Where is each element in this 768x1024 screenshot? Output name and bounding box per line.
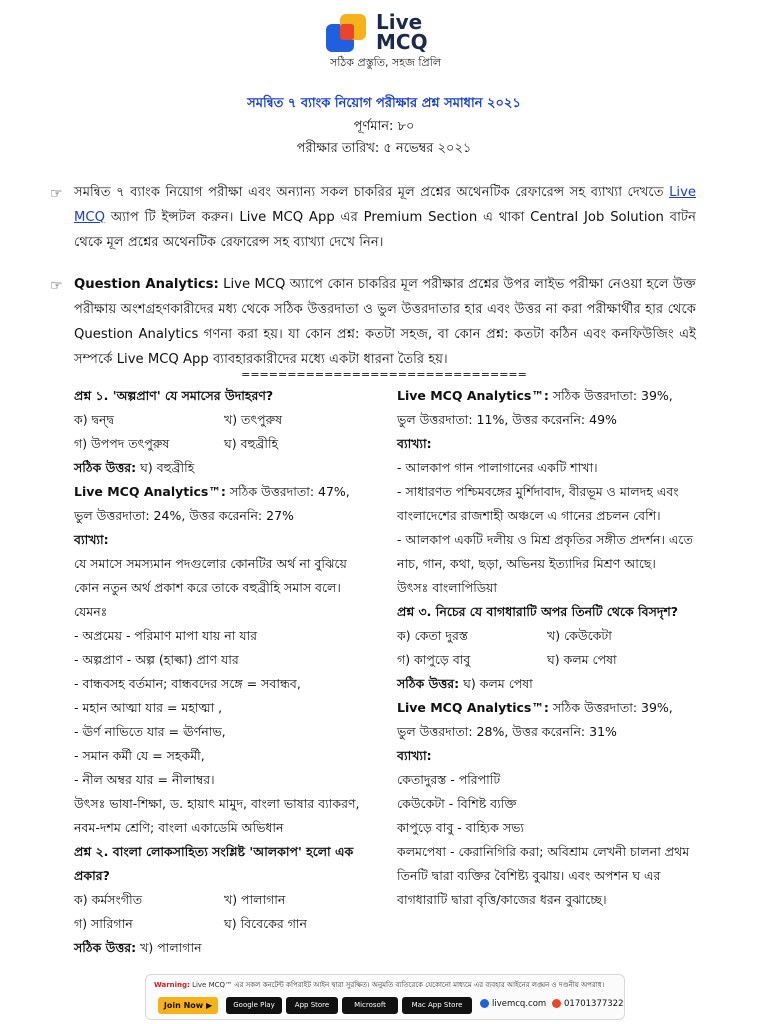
- phone-number[interactable]: 01701377322: [564, 999, 624, 1009]
- q1-example: - অল্পপ্রাণ - অল্প (হাল্কা) প্রাণ যার: [74, 652, 239, 667]
- q1-option-b: খ) তৎপুরুষ: [224, 412, 283, 427]
- right-column: [397, 384, 697, 912]
- q1-source: উৎসঃ ভাষা-শিক্ষা, ড. হায়াৎ মামুদ, বাংলা ভাষার ব্যাকরণ, নবম-দশম শ্রেণি; বাংলা একাডেমি অভিধান: [74, 796, 360, 835]
- globe-icon: [480, 999, 489, 1008]
- q1-options-row2: [74, 432, 374, 456]
- q1-options-row1: [74, 408, 374, 432]
- live-mcq-link[interactable]: Live MCQ: [74, 185, 696, 225]
- q2-explanation: - আলকাপ একটি দলীয় ও মিশ্র প্রকৃতির সঙ্গীত প্রদর্শন। এতে নাচ, গান, কথা, ছড়া, অভিনয় ইত্যাদির মিশ্রণ আছে।: [397, 532, 693, 571]
- q3-answer: সঠিক উত্তর: ঘ) কলম পেষা: [397, 676, 533, 691]
- q1-example: - সমান কর্মী যে = সহকর্মী,: [74, 748, 205, 763]
- website-link[interactable]: livemcq.com: [492, 999, 547, 1009]
- q3-analytics-2: ভুল উত্তরদাতা: 28%, উত্তর করেননি: 31%: [397, 724, 617, 739]
- q3-explanation-label: ব্যাখ্যা:: [397, 748, 432, 763]
- pointing-hand-icon: ☞: [50, 186, 63, 202]
- q1-example: - মহান আত্মা যার = মহাত্মা ,: [74, 700, 223, 715]
- note-question-analytics: ☞ Question Analytics: Live MCQ অ্যাপে কোন চাকরির মূল পরীক্ষার প্রশ্নের উপর লাইভ পরীক্ষা নেওয়া হলে উক্ত পরীক্ষায় অংশগ্রহণকারীদের মধ্য থেকে সঠিক উত্তরদাতা ও ভুল উত্তরদাতার হার এবং উত্তর না করা পরীক্ষার্থীর হার থেকে Question Analytics গণনা করা হয়। যা কোন প্রশ্ন: কতটা সহজ, বা কোন প্রশ্ন: কতটা কঠিন এবং কনফিউজিং এই সম্পর্কে Live MCQ App ব্যাবহারকারীদের মধ্যে একটা ধারনা তৈরি হয়।: [74, 272, 696, 372]
- q1-option-a: ক) দ্বন্দ্ব: [74, 412, 114, 427]
- full-marks: পূর্ণমান: ৮০: [353, 119, 415, 134]
- q2-analytics: Live MCQ Analytics™: সঠিক উত্তরদাতা: 39%,: [397, 388, 673, 403]
- q1-answer: সঠিক উত্তর: ঘ) বহুব্রীহি: [74, 460, 195, 475]
- brand-tagline: সঠিক প্রস্তুতি, সহজ প্রিলি: [330, 56, 442, 69]
- question-2: প্রশ্ন ২. বাংলা লোকসাহিত্য সংশ্লিষ্ট 'আলকাপ' হলো এক প্রকার?: [74, 844, 354, 883]
- q2-explanation: - আলকাপ গান পালাগানের একটি শাখা।: [397, 460, 598, 475]
- page-title: সমন্বিত ৭ ব্যাংক নিয়োগ পরীক্ষার প্রশ্ন সমাধান ২০২১: [247, 96, 521, 111]
- q3-option-d: ঘ) কলম পেষা: [547, 652, 617, 667]
- q3-explanation: কেতাদুরস্ত - পরিপাটি: [397, 772, 501, 787]
- q1-explanation: যে সমাসে সমস্যমান পদগুলোর কোনটির অর্থ না বুঝিয়ে কোন নতুন অর্থ প্রকাশ করে তাকে বহুব্রীহি সমাস বলে।: [74, 556, 347, 595]
- q2-source: উৎসঃ বাংলাপিডিয়া: [397, 580, 498, 595]
- q1-analytics: Live MCQ Analytics™: সঠিক উত্তরদাতা: 47%,: [74, 484, 350, 499]
- q1-example-label: যেমনঃ: [74, 604, 108, 619]
- q2-explanation: - সাধারণত পশ্চিমবঙ্গের মুর্শিদাবাদ, বীরভূম ও মালদহ এবং বাংলাদেশের রাজশাহী অঞ্চলে এ গানের প্রচলন বেশি।: [397, 484, 679, 523]
- q2-options-row2: [74, 912, 374, 936]
- copyright-warning: Warning: Live MCQ™ এর সকল কনটেন্ট কপিরাইট আইন দ্বারা সুরক্ষিত। অনুমতি ব্যতিরেকে যেকোনো মাধ্যমে এর ব্যবহার আইনের লঙ্ঘন ও দণ্ডনীয় অপরাধ।: [154, 981, 605, 989]
- app-store-badge[interactable]: App Store: [286, 997, 338, 1014]
- microsoft-store-badge[interactable]: Microsoft: [342, 997, 398, 1014]
- brand-name: Live MCQ: [376, 10, 428, 54]
- mac-app-store-badge[interactable]: Mac App Store: [402, 997, 472, 1014]
- q3-explanation: কলমপেষা - কেরানিগিরি করা; অবিশ্রাম লেখনী চালনা প্রথম তিনটি দ্বারা ব্যক্তির বৈশিষ্ট্য বুঝায়। এবং অপশন ঘ এর বাগধারাটি দ্বারা বৃত্তি/কাজের ধরন বুঝাচ্ছে।: [397, 844, 690, 907]
- q3-explanation: কাপুড়ে বাবু - বাহ্যিক সভ্য: [397, 820, 525, 835]
- footer-banner: [145, 974, 625, 1020]
- left-column: [74, 384, 374, 960]
- q3-option-c: গ) কাপুড়ে বাবু: [397, 652, 471, 667]
- q2-answer: সঠিক উত্তর: খ) পালাগান: [74, 940, 202, 955]
- logo-icon: [326, 14, 370, 54]
- q3-explanation: কেউকেটা - বিশিষ্ট ব্যক্তি: [397, 796, 517, 811]
- question-3: প্রশ্ন ৩. নিচের যে বাগধারাটি অপর তিনটি থেকে বিসদৃশ?: [397, 604, 679, 619]
- q1-option-c: গ) উপপদ তৎপুরুষ: [74, 436, 170, 451]
- q2-option-d: ঘ) বিবেকের গান: [224, 916, 307, 931]
- q1-option-d: ঘ) বহুব্রীহি: [224, 436, 279, 451]
- q3-option-a: ক) কেতা দুরস্ত: [397, 628, 468, 643]
- google-play-badge[interactable]: Google Play: [226, 997, 282, 1014]
- question-1: প্রশ্ন ১. 'অল্পপ্রাণ' যে সমাসের উদাহরণ?: [74, 388, 274, 403]
- q1-analytics-2: ভুল উত্তরদাতা: 24%, উত্তর করেননি: 27%: [74, 508, 294, 523]
- join-now-button[interactable]: Join Now ▶: [158, 997, 218, 1014]
- brand-logo: [326, 12, 526, 72]
- q1-example: - নীল অম্বর যার = নীলাম্বর।: [74, 772, 215, 787]
- q2-option-c: গ) সারিগান: [74, 916, 133, 931]
- q1-explanation-label: ব্যাখ্যা:: [74, 532, 109, 547]
- separator: ===============================: [241, 368, 527, 381]
- q2-explanation-label: ব্যাখ্যা:: [397, 436, 432, 451]
- q3-options-row2: [397, 648, 697, 672]
- q1-example: - অপ্রমেয় - পরিমাণ মাপা যায় না যার: [74, 628, 258, 643]
- note-app-info: ☞ সমন্বিত ৭ ব্যাংক নিয়োগ পরীক্ষা এবং অন্যান্য সকল চাকরির মূল প্রশ্নের অথেনটিক রেফারেন্স সহ ব্যাখ্যা দেখতে Live MCQ অ্যাপ টি ইন্সটল করুন। Live MCQ App এর Premium Section এ থাকা Central Job Solution বাটন থেকে মূল প্রশ্নের অথেনটিক রেফারেন্স সহ ব্যাখ্যা দেখে নিন।: [74, 180, 696, 255]
- q2-option-b: খ) পালাগান: [224, 892, 286, 907]
- q1-example: - ঊর্ণ নাভিতে যার = ঊর্ণনাভ,: [74, 724, 226, 739]
- q3-options-row1: [397, 624, 697, 648]
- phone-icon: [552, 999, 561, 1008]
- q1-example: - বান্ধবসহ বর্তমান; বান্ধবদের সঙ্গে = সবান্ধব,: [74, 676, 301, 691]
- pointing-hand-icon: ☞: [50, 278, 63, 294]
- q3-analytics: Live MCQ Analytics™: সঠিক উত্তরদাতা: 39%,: [397, 700, 673, 715]
- q3-option-b: খ) কেউকেটা: [547, 628, 612, 643]
- analytics-label: Question Analytics:: [74, 277, 219, 292]
- q2-analytics-2: ভুল উত্তরদাতা: 11%, উত্তর করেননি: 49%: [397, 412, 617, 427]
- q2-options-row1: [74, 888, 374, 912]
- exam-date: পরীক্ষার তারিখ: ৫ নভেম্বর ২০২১: [296, 141, 472, 156]
- q2-option-a: ক) কর্মসংগীত: [74, 892, 143, 907]
